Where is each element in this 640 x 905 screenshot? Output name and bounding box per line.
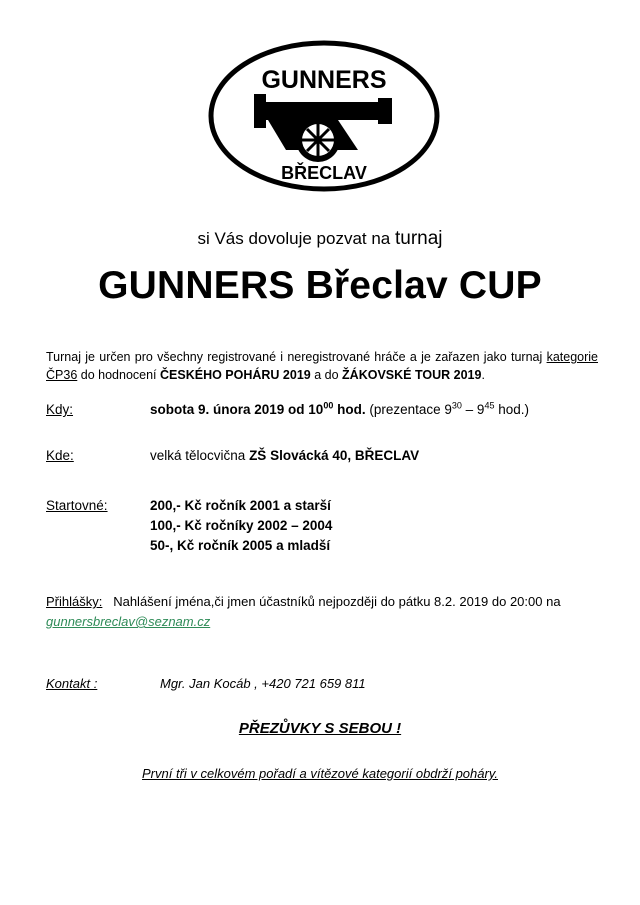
startovne-line: 50-, Kč ročník 2005 a mladší xyxy=(150,538,331,553)
startovne-list xyxy=(150,496,332,556)
invite-prefix: si Vás dovoluje pozvat na xyxy=(197,229,395,248)
kdy-pres-prefix: (prezentace 9 xyxy=(365,402,452,417)
prize-notice: První tři v celkovém pořadí a vítězové kategorií obdrží poháry. xyxy=(142,766,498,781)
invite-emphasis: turnaj xyxy=(394,228,443,249)
kdy-value xyxy=(150,402,529,417)
kdy-label: Kdy: xyxy=(46,402,74,417)
bring-notice: PŘEZŮVKY S SEBOU ! xyxy=(238,720,402,737)
kdy-date-sup: 00 xyxy=(323,400,334,411)
kdy-pres-suffix: hod.) xyxy=(494,402,529,417)
kde-place: ZŠ Slovácká 40, BŘECLAV xyxy=(249,448,420,463)
kde-prefix: velká tělocvična xyxy=(150,448,250,463)
prihlasky-text: Nahlášení jména,či jmen účastníků nejpozději do pátku 8.2. 2019 do 20:00 na xyxy=(113,594,561,609)
intro-text-1: Turnaj je určen pro všechny registrované i neregistrované hráče a je zařazen jako turnaj xyxy=(46,350,547,364)
kontakt-label: Kontakt : xyxy=(46,676,98,691)
prihlasky-label: Přihlášky: xyxy=(46,594,103,609)
invite-line xyxy=(0,228,640,250)
intro-tour: ŽÁKOVSKÉ TOUR 2019 xyxy=(342,368,482,382)
intro-category: kategorie ČP36 xyxy=(46,350,598,382)
kdy-pres-sup1: 30 xyxy=(451,400,462,411)
intro-text-2: do hodnocení xyxy=(77,368,160,382)
logo-top-text: GUNNERS xyxy=(261,66,387,94)
kde-value xyxy=(150,448,419,463)
intro-text-4: . xyxy=(481,368,485,382)
kdy-date-suffix: hod. xyxy=(333,402,366,417)
logo-bottom-text: BŘECLAV xyxy=(281,163,367,183)
intro-text-3: a do xyxy=(310,368,343,382)
prihlasky-block xyxy=(46,592,606,632)
startovne-line: 100,- Kč ročníky 2002 – 2004 xyxy=(150,518,333,533)
kdy-pres-mid: – 9 xyxy=(461,402,485,417)
logo-emblem xyxy=(208,40,440,192)
club-logo xyxy=(208,40,440,192)
page-title: GUNNERS Břeclav CUP xyxy=(98,264,542,307)
kde-label: Kde: xyxy=(46,448,74,463)
kdy-pres-sup2: 45 xyxy=(484,400,495,411)
startovne-label: Startovné: xyxy=(46,498,108,513)
startovne-line: 200,- Kč ročník 2001 a starší xyxy=(150,498,331,513)
kontakt-value: Mgr. Jan Kocáb , +420 721 659 811 xyxy=(160,676,366,691)
intro-paragraph xyxy=(46,348,598,384)
intro-cup: ČESKÉHO POHÁRU 2019 xyxy=(160,368,311,382)
kdy-date: sobota 9. února 2019 od 10 xyxy=(150,402,324,417)
email-link[interactable]: gunnersbreclav@seznam.cz xyxy=(46,614,211,629)
